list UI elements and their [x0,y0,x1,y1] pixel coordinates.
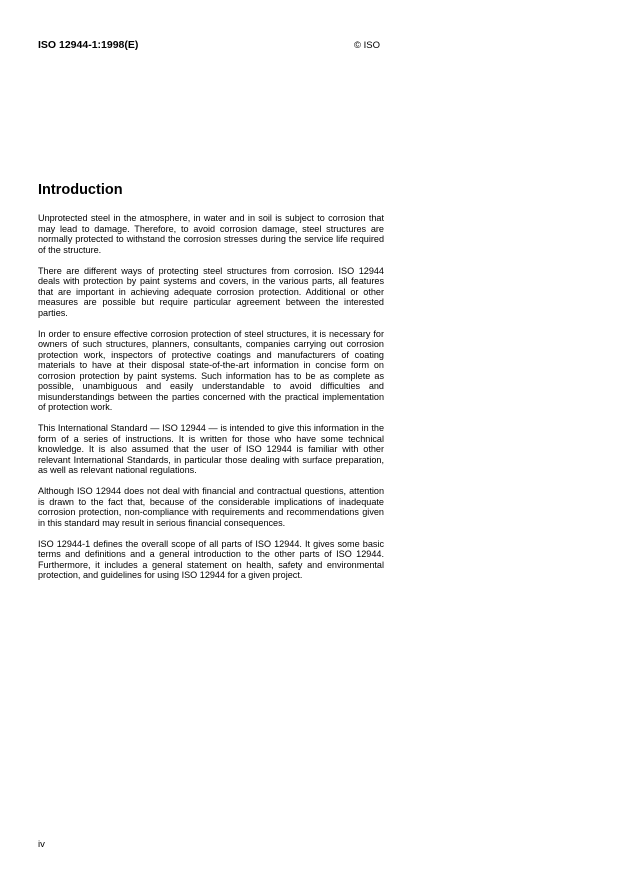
paragraph: Although ISO 12944 does not deal with financial and contractual questions, attention is drawn to the fact that, because of the considerable implications of inadequate corrosion protection, non-compliance with requirements and recommendations given in this standard may result in serious financial consequences. [38,486,384,528]
paragraph: There are different ways of protecting steel structures from corrosion. ISO 12944 deals with protection by paint systems and covers, in the various parts, all features that are important in achieving adequate corrosion protection. Additional or other measures are possible but require particular agreement between the interested parties. [38,265,384,318]
document-id: ISO 12944-1:1998(E) [38,39,139,51]
section-title: Introduction [38,182,123,198]
paragraph: ISO 12944-1 defines the overall scope of all parts of ISO 12944. It gives some basic terms and definitions and a general introduction to the other parts of ISO 12944. Furthermore, it includes a general statement on health, safety and environmental protection, and guidelines for using ISO 12944 for a given project. [38,538,384,580]
paragraph: This International Standard — ISO 12944 — is intended to give this information in the form of a series of instructions. It is written for those who have some technical knowledge. It is also assumed that the user of ISO 12944 is familiar with other relevant International Standards, in particular those dealing with surface preparation, as well as relevant national regulations. [38,423,384,475]
paragraph: Unprotected steel in the atmosphere, in water and in soil is subject to corrosion that may lead to damage. Therefore, to avoid corrosion damage, steel structures are normally protected to withstand the corrosion stresses during the service life required of the structure. [38,213,384,255]
section-body [38,213,384,591]
paragraph: In order to ensure effective corrosion protection of steel structures, it is necessary for owners of such structures, planners, consultants, companies carrying out corrosion protection work, inspectors of protective coatings and manufacturers of coating materials to have at their disposal state-of-the-art information in concise form on corrosion protection by paint systems. Such information has to be as complete as possible, unambiguous and easily understandable to avoid difficulties and misunderstandings between the parties concerned with the practical implementation of protection work. [38,328,384,412]
page-number: iv [38,839,45,850]
copyright-notice: © ISO [354,40,381,51]
